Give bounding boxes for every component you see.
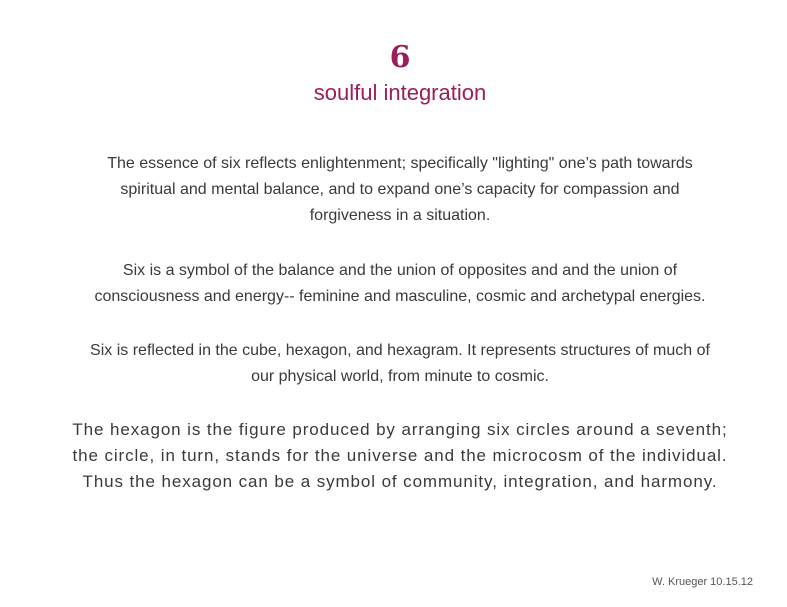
paragraph-line: spiritual and mental balance, and to expand one’s capacity for compassion and (120, 181, 680, 198)
paragraph-structures (0, 338, 787, 390)
paragraph-line: our physical world, from minute to cosmic. (251, 368, 549, 385)
paragraph-line: The essence of six reflects enlightenment; specifically "lighting" one’s path towards (107, 155, 693, 172)
slide-heading (0, 38, 787, 108)
paragraph-line: consciousness and energy-- feminine and masculine, cosmic and archetypal energies. (94, 288, 706, 305)
paragraph-line: Six is reflected in the cube, hexagon, and hexagram. It represents structures of much of (90, 342, 710, 359)
paragraph-hexagon (0, 417, 787, 495)
paragraph-line: the circle, in turn, stands for the universe and the microcosm of the individual. (72, 446, 728, 465)
heading-subtitle: soulful integration (313, 80, 487, 105)
paragraph-essence (0, 151, 787, 229)
paragraph-line: The hexagon is the figure produced by arranging six circles around a seventh; (72, 420, 728, 439)
paragraph-line: Six is a symbol of the balance and the union of opposites and and the union of (122, 262, 678, 279)
paragraph-line: Thus the hexagon can be a symbol of community, integration, and harmony. (82, 472, 718, 491)
heading-number: 6 (389, 40, 411, 75)
author-signature: W. Krueger 10.15.12 (652, 576, 753, 588)
paragraph-balance (0, 258, 787, 310)
paragraph-line: forgiveness in a situation. (309, 207, 491, 224)
